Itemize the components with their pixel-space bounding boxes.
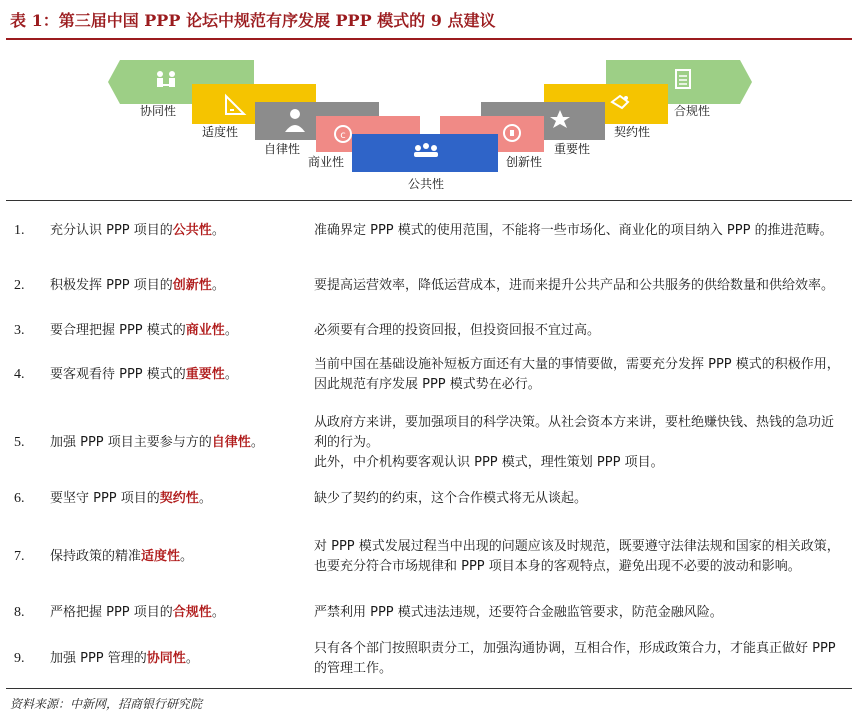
suggestion-end: 。: [250, 435, 264, 450]
label-hegui: 合规性: [674, 104, 711, 118]
label-qiyue: 契约性: [614, 125, 651, 139]
row-number: 5.: [14, 435, 25, 450]
table-row: [6, 410, 852, 476]
explanation-line: 当前中国在基础设施补短板方面还有大量的事情要做，需要充分发挥 PPP 模式的积极作用，因此规范有序发展 PPP 模式势在必行。: [314, 357, 840, 392]
suggestion-text: 要客观看待 PPP 模式的: [50, 367, 186, 382]
row-number: 4.: [14, 367, 25, 382]
table-row: [6, 486, 852, 512]
explanation: [314, 639, 844, 679]
suggestion-end: 。: [211, 278, 225, 293]
suggestion: [50, 221, 298, 241]
explanation: [314, 321, 844, 341]
suggestion-end: 。: [180, 549, 194, 564]
suggestion-keyword: 创新性: [172, 278, 212, 293]
label-zilv: 自律性: [264, 142, 301, 156]
suggestion-end: 。: [224, 323, 238, 338]
explanation-line: 要提高运营效率，降低运营成本，进而来提升公共产品和公共服务的供给数量和供给效率。: [314, 278, 835, 293]
suggestion: [50, 649, 298, 669]
suggestion: [50, 433, 298, 453]
suggestion-keyword: 商业性: [185, 323, 225, 338]
explanation-line: 只有各个部门按照职责分工，加强沟通协调，互相合作，形成政策合力，才能真正做好 PPP 的管理工作。: [314, 641, 836, 676]
row-number: 8.: [14, 605, 25, 620]
suggestion-keyword: 契约性: [159, 491, 199, 506]
label-shangye: 商业性: [308, 155, 345, 169]
suggestion-text: 积极发挥 PPP 项目的: [50, 278, 173, 293]
label-shidu: 适度性: [202, 125, 239, 139]
table-row: [6, 352, 852, 398]
explanation: [314, 355, 844, 395]
suggestion-keyword: 协同性: [146, 651, 186, 666]
explanation: [314, 489, 844, 509]
explanation-line: 对 PPP 模式发展过程当中出现的问题应该及时规范，既要遵守法律法规和国家的相关政策，也要充分符合市场规律和 PPP 项目本身的客观特点，避免出现不必要的波动和影响。: [314, 539, 840, 574]
suggestion-keyword: 自律性: [211, 435, 251, 450]
suggestion-keyword: 公共性: [172, 223, 212, 238]
label-zhongyao: 重要性: [554, 142, 591, 156]
table-row: [6, 318, 852, 344]
pillar-diagram: [0, 40, 860, 200]
label-chuangxin: 创新性: [506, 155, 543, 169]
suggestion-keyword: 合规性: [172, 605, 212, 620]
table-row: [6, 263, 852, 309]
suggestion: [50, 547, 298, 567]
table-row: [6, 524, 852, 590]
explanation: [314, 537, 844, 577]
suggestion-end: 。: [224, 367, 238, 382]
label-gonggong: 公共性: [408, 177, 445, 191]
suggestion-text: 要坚守 PPP 项目的: [50, 491, 160, 506]
explanation: [314, 276, 844, 296]
suggestion-end: 。: [185, 651, 199, 666]
suggestion-end: 。: [211, 223, 225, 238]
explanation: [314, 221, 844, 241]
row-number: 6.: [14, 491, 25, 506]
explanation: [314, 413, 844, 473]
suggestion: [50, 489, 298, 509]
explanation-line: 严禁利用 PPP 模式违法违规，还要符合金融监管要求，防范金融风险。: [314, 605, 723, 620]
explanation-line: 从政府方来讲，要加强项目的科学决策。从社会资本方来讲，要杜绝赚快钱、热钱的急功近利的行为。: [314, 415, 835, 450]
table-row: [6, 600, 852, 626]
row-number: 3.: [14, 323, 25, 338]
suggestion: [50, 276, 298, 296]
label-xietong: 协同性: [140, 104, 177, 118]
table-row: [6, 636, 852, 682]
suggestion-text: 要合理把握 PPP 模式的: [50, 323, 186, 338]
source-note: 资料来源：中新网，招商银行研究院: [10, 697, 203, 711]
suggestion: [50, 603, 298, 623]
suggestion-text: 加强 PPP 管理的: [50, 651, 147, 666]
suggestion: [50, 365, 298, 385]
row-number: 9.: [14, 651, 25, 666]
suggestion-text: 保持政策的精准: [50, 549, 142, 564]
explanation-line: 此外，中介机构要客观认识 PPP 模式，理性策划 PPP 项目。: [314, 455, 664, 470]
suggestion-keyword: 适度性: [141, 549, 181, 564]
row-number: 2.: [14, 278, 25, 293]
suggestion-end: 。: [211, 605, 225, 620]
suggestion-keyword: 重要性: [185, 367, 225, 382]
table-bottom-rule: [6, 688, 852, 689]
suggestion-text: 加强 PPP 项目主要参与方的: [50, 435, 212, 450]
suggestion-end: 。: [198, 491, 212, 506]
svg-text:c: c: [340, 130, 346, 141]
row-number: 7.: [14, 549, 25, 564]
table-title: 表 1：第三届中国 PPP 论坛中规范有序发展 PPP 模式的 9 点建议: [10, 11, 496, 30]
row-number: 1.: [14, 223, 25, 238]
suggestion-text: 严格把握 PPP 项目的: [50, 605, 173, 620]
suggestion: [50, 321, 298, 341]
explanation-line: 缺少了契约的约束，这个合作模式将无从谈起。: [314, 491, 588, 506]
explanation-line: 必须要有合理的投资回报，但投资回报不宜过高。: [314, 323, 601, 338]
table-row: [6, 208, 852, 254]
table-top-rule: [6, 200, 852, 201]
explanation: [314, 603, 844, 623]
explanation-line: 准确界定 PPP 模式的使用范围，不能将一些市场化、商业化的项目纳入 PPP 的推进范畴。: [314, 223, 833, 238]
suggestion-text: 充分认识 PPP 项目的: [50, 223, 173, 238]
